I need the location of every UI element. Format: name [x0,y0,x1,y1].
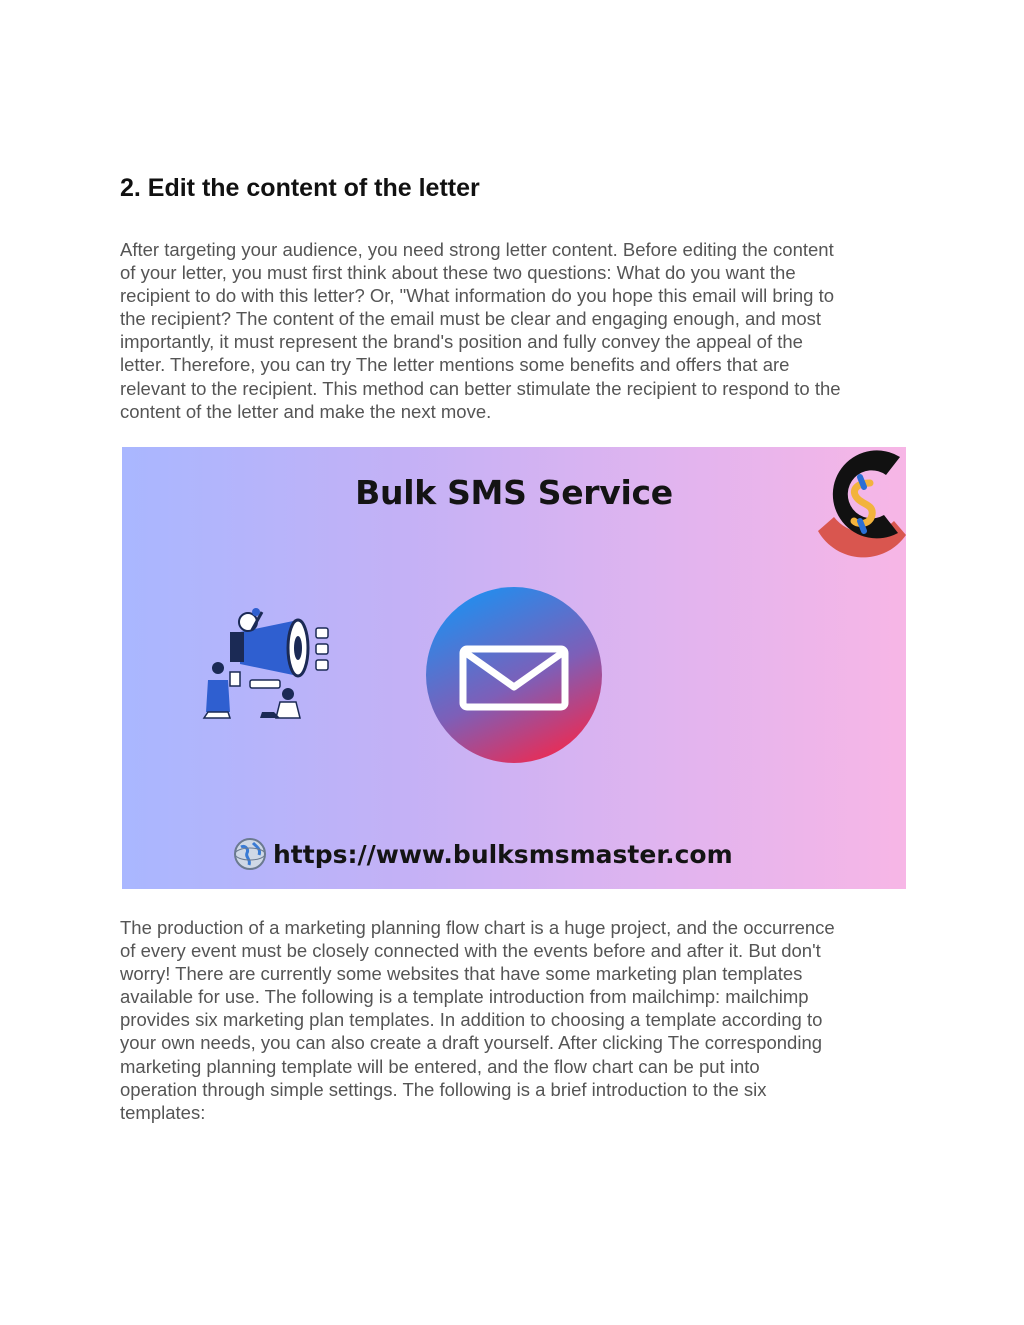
megaphone-marketing-illustration [200,602,340,727]
paragraph-line: importantly, it must represent the brand's position and fully convey the appeal of the [120,331,803,353]
envelope-icon [426,587,602,763]
bulk-sms-banner-image [122,447,906,889]
templates-paragraph [120,916,920,1124]
cs-logo-icon [800,447,906,565]
paragraph-line: relevant to the recipient. This method can better stimulate the recipient to respond to the [120,377,841,399]
paragraph-line: The production of a marketing planning flow chart is a huge project, and the occurrence [120,917,835,938]
banner-url: https://www.bulksmsmaster.com [273,840,733,869]
paragraph-line: operation through simple settings. The following is a brief introduction to the six [120,1078,767,1100]
paragraph-line: worry! There are currently some websites that have some marketing plan templates [120,963,803,985]
paragraph-line: content of the letter and make the next move. [120,400,492,422]
banner-title: Bulk SMS Service [355,473,673,512]
intro-paragraph [120,238,920,423]
paragraph-line: of your letter, you must first think about these two questions: What do you want the [120,262,796,284]
paragraph-line: letter. Therefore, you can try The letter mentions some benefits and offers that are [120,354,790,376]
section-heading: 2. Edit the content of the letter [120,174,480,202]
paragraph-line: available for use. The following is a template introduction from mailchimp: mailchimp [120,986,809,1008]
paragraph-line: the recipient? The content of the email must be clear and engaging enough, and most [120,308,822,330]
paragraph-line: After targeting your audience, you need strong letter content. Before editing the content [120,239,834,260]
paragraph-line: your own needs, you can also create a draft yourself. After clicking The corresponding [120,1032,823,1054]
paragraph-line: recipient to do with this letter? Or, "What information do you hope this email will bring to [120,285,835,307]
paragraph-line: provides six marketing plan templates. In addition to choosing a template according to [120,1009,823,1031]
paragraph-line: of every event must be closely connected with the events before and after it. But don't [120,940,821,962]
paragraph-line: marketing planning template will be entered, and the flow chart can be put into [120,1055,760,1077]
paragraph-line: templates: [120,1101,206,1123]
globe-icon [233,837,267,871]
